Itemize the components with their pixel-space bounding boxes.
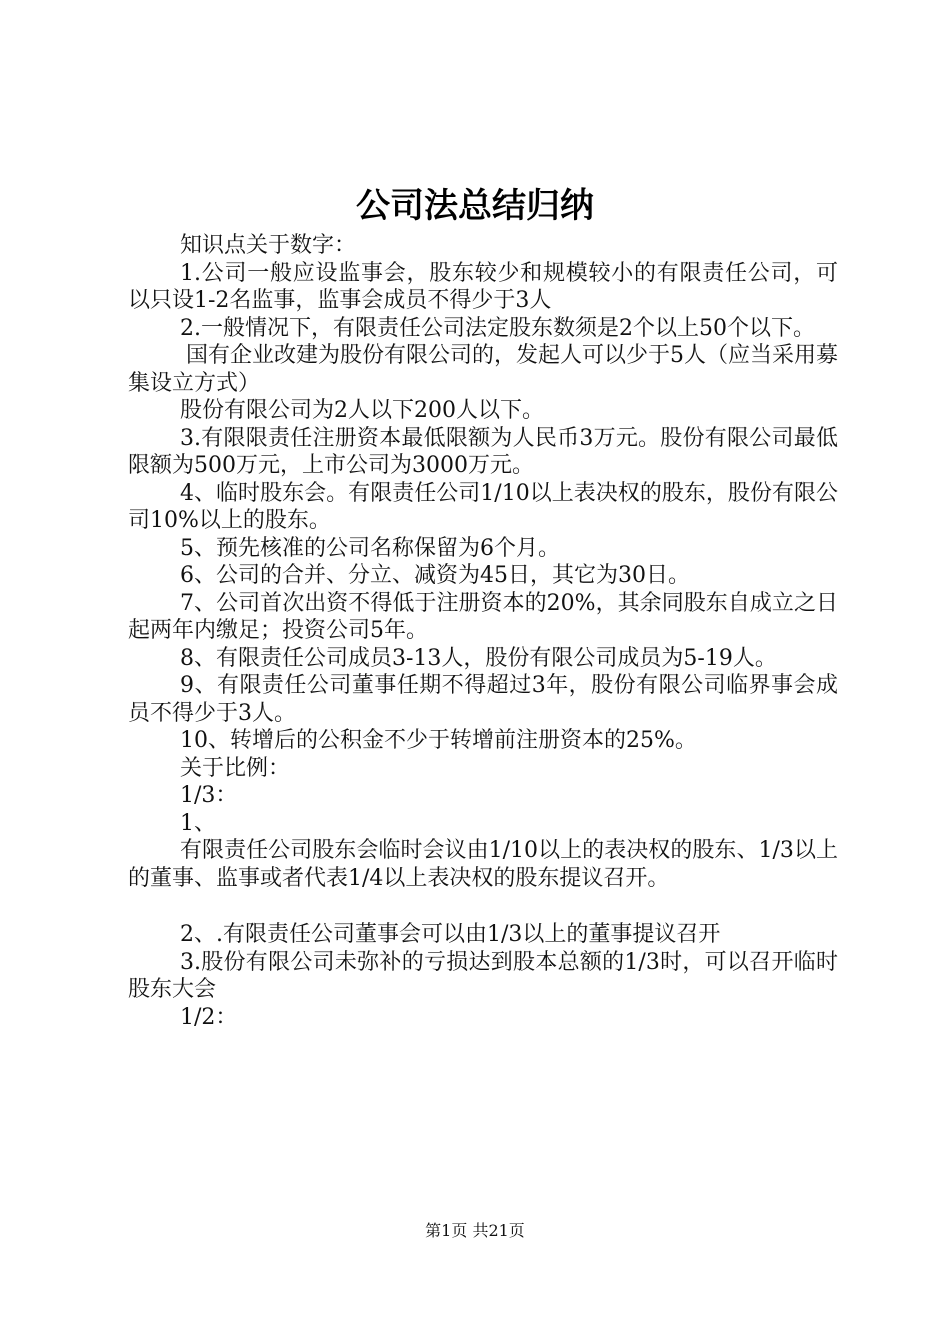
paragraph: 3.股份有限公司未弥补的亏损达到股本总额的1/3时，可以召开临时股东大会 [128,949,838,1002]
paragraph: 1/3： [180,783,238,808]
paragraph: 2.一般情况下，有限责任公司法定股东数须是2个以上50个以下。 [180,315,815,341]
paragraph: 5、预先核准的公司名称保留为6个月。 [180,535,560,561]
page-footer: 第1页 共21页 [425,1221,525,1240]
paragraph: 国有企业改建为股份有限公司的，发起人可以少于5人（应当采用募集设立方式） [128,343,838,396]
paragraph: 3.有限限责任注册资本最低限额为人民币3万元。股份有限公司最低限额为500万元，上市公司为3000万元。 [128,425,838,478]
paragraph: 8、有限责任公司成员3-13人，股份有限公司成员为5-19人。 [180,645,777,671]
paragraph: 1、 [180,810,216,836]
paragraph: 9、有限责任公司董事任期不得超过3年，股份有限公司临界事会成员不得少于3人。 [128,673,838,726]
paragraph: 6、公司的合并、分立、减资为45日，其它为30日。 [180,563,690,588]
paragraph: 7、公司首次出资不得低于注册资本的20%，其余同股东自成立之日起两年内缴足；投资公司5年。 [128,590,838,643]
page-title: 公司法总结归纳 [356,186,594,226]
paragraph: 1.公司一般应设监事会，股东较少和规模较小的有限责任公司，可以只设1-2名监事，监事会成员不得少于3人 [128,260,838,313]
paragraph: 4、临时股东会。有限责任公司1/10以上表决权的股东，股份有限公司10%以上的股东。 [128,480,838,533]
paragraph: 知识点关于数字： [180,233,357,258]
paragraph: 股份有限公司为2人以下200人以下。 [180,398,544,423]
paragraph: 1/2： [180,1004,238,1030]
paragraph: 2、.有限责任公司董事会可以由1/3以上的董事提议召开 [180,922,721,947]
paragraph: 有限责任公司股东会临时会议由1/10以上的表决权的股东、1/3以上的董事、监事或者代表1/4以上表决权的股东提议召开。 [128,838,838,891]
document-body [128,232,838,1031]
paragraph: 10、转增后的公积金不少于转增前注册资本的25%。 [180,728,697,753]
paragraph: 关于比例： [180,755,291,781]
